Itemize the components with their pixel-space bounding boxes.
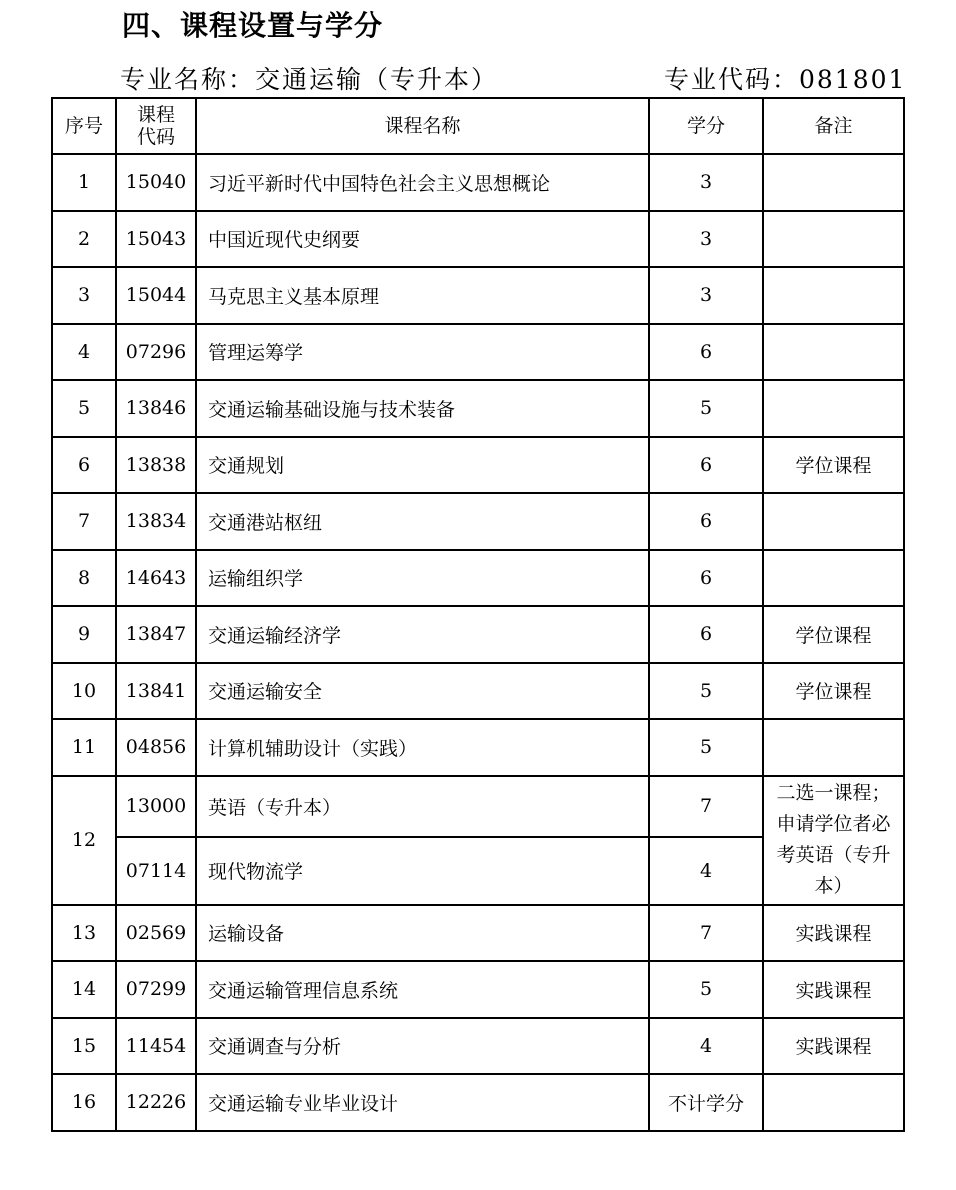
row-note (763, 211, 904, 268)
table-row (52, 663, 904, 720)
row-note: 学位课程 (763, 663, 904, 720)
table-row (52, 437, 904, 494)
row-seq: 15 (52, 1018, 116, 1075)
table-row (52, 380, 904, 437)
row-name: 中国近现代史纲要 (196, 211, 649, 268)
row-name: 交通规划 (196, 437, 649, 494)
row-code: 07296 (116, 324, 196, 381)
row-seq: 5 (52, 380, 116, 437)
row-credit: 4 (649, 837, 763, 905)
table-row (52, 493, 904, 550)
table-row (52, 211, 904, 268)
row-name: 交通港站枢纽 (196, 493, 649, 550)
row-name: 马克思主义基本原理 (196, 267, 649, 324)
row-seq: 8 (52, 550, 116, 607)
row-name: 运输设备 (196, 905, 649, 962)
table-row (52, 550, 904, 607)
row-code: 13834 (116, 493, 196, 550)
row-credit: 6 (649, 493, 763, 550)
row-seq: 3 (52, 267, 116, 324)
row-code: 15044 (116, 267, 196, 324)
row-note (763, 267, 904, 324)
row-code: 13841 (116, 663, 196, 720)
header-code: 课程代码 (116, 98, 196, 154)
header-seq: 序号 (52, 98, 116, 154)
row-seq: 13 (52, 905, 116, 962)
table-row (52, 606, 904, 663)
row-note: 实践课程 (763, 905, 904, 962)
table-row (52, 1074, 904, 1131)
row-seq: 11 (52, 719, 116, 776)
table-row (52, 267, 904, 324)
row-name: 交通运输基础设施与技术装备 (196, 380, 649, 437)
row-note (763, 154, 904, 211)
row-credit: 6 (649, 324, 763, 381)
row-credit: 7 (649, 905, 763, 962)
row-code: 04856 (116, 719, 196, 776)
row-code: 13846 (116, 380, 196, 437)
row-name: 现代物流学 (196, 837, 649, 905)
row-name: 交通运输经济学 (196, 606, 649, 663)
row-name: 交通运输安全 (196, 663, 649, 720)
course-table (51, 97, 905, 1132)
row-note (763, 719, 904, 776)
table-row (52, 776, 904, 837)
row-code: 12226 (116, 1074, 196, 1131)
row-code: 07114 (116, 837, 196, 905)
row-name: 英语（专升本） (196, 776, 649, 837)
row-credit: 3 (649, 154, 763, 211)
row-code: 13838 (116, 437, 196, 494)
row-note (763, 493, 904, 550)
row-credit: 4 (649, 1018, 763, 1075)
table-row (52, 324, 904, 381)
row-code: 13000 (116, 776, 196, 837)
header-note: 备注 (763, 98, 904, 154)
row-name: 交通调查与分析 (196, 1018, 649, 1075)
row-seq: 2 (52, 211, 116, 268)
row-code: 13847 (116, 606, 196, 663)
row-seq: 6 (52, 437, 116, 494)
row-note (763, 550, 904, 607)
row-name: 习近平新时代中国特色社会主义思想概论 (196, 154, 649, 211)
row-credit: 5 (649, 719, 763, 776)
row-credit: 5 (649, 663, 763, 720)
row-credit: 5 (649, 380, 763, 437)
major-name: 专业名称：交通运输（专升本） (120, 65, 499, 94)
row-note (763, 1074, 904, 1131)
table-row (52, 154, 904, 211)
row-credit: 5 (649, 961, 763, 1018)
row-credit: 3 (649, 267, 763, 324)
table-row (52, 719, 904, 776)
row-seq: 7 (52, 493, 116, 550)
row-code: 02569 (116, 905, 196, 962)
row-name: 交通运输管理信息系统 (196, 961, 649, 1018)
row-seq: 1 (52, 154, 116, 211)
row-name: 运输组织学 (196, 550, 649, 607)
row-seq: 10 (52, 663, 116, 720)
row-note: 学位课程 (763, 606, 904, 663)
row-seq: 14 (52, 961, 116, 1018)
row-code: 11454 (116, 1018, 196, 1075)
row-code: 14643 (116, 550, 196, 607)
row-name: 管理运筹学 (196, 324, 649, 381)
row-credit: 6 (649, 606, 763, 663)
major-code: 专业代码：081801 (664, 65, 907, 94)
row-seq: 12 (52, 776, 116, 905)
table-row (52, 961, 904, 1018)
header-credit: 学分 (649, 98, 763, 154)
row-note (763, 380, 904, 437)
row-seq: 9 (52, 606, 116, 663)
row-note: 二选一课程；申请学位者必考英语（专升本） (763, 776, 904, 905)
row-note: 学位课程 (763, 437, 904, 494)
row-name: 计算机辅助设计（实践） (196, 719, 649, 776)
row-name: 交通运输专业毕业设计 (196, 1074, 649, 1131)
row-seq: 16 (52, 1074, 116, 1131)
row-credit: 3 (649, 211, 763, 268)
row-code: 15040 (116, 154, 196, 211)
row-credit: 6 (649, 550, 763, 607)
row-credit: 不计学分 (649, 1074, 763, 1131)
row-credit: 7 (649, 776, 763, 837)
table-row (52, 905, 904, 962)
row-code: 15043 (116, 211, 196, 268)
row-note: 实践课程 (763, 1018, 904, 1075)
table-body (52, 154, 904, 1131)
row-note (763, 324, 904, 381)
row-credit: 6 (649, 437, 763, 494)
header-name: 课程名称 (196, 98, 649, 154)
row-seq: 4 (52, 324, 116, 381)
table-header-row (52, 98, 904, 154)
section-title: 四、课程设置与学分 (122, 9, 384, 42)
row-code: 07299 (116, 961, 196, 1018)
row-note: 实践课程 (763, 961, 904, 1018)
table-row (52, 1018, 904, 1075)
